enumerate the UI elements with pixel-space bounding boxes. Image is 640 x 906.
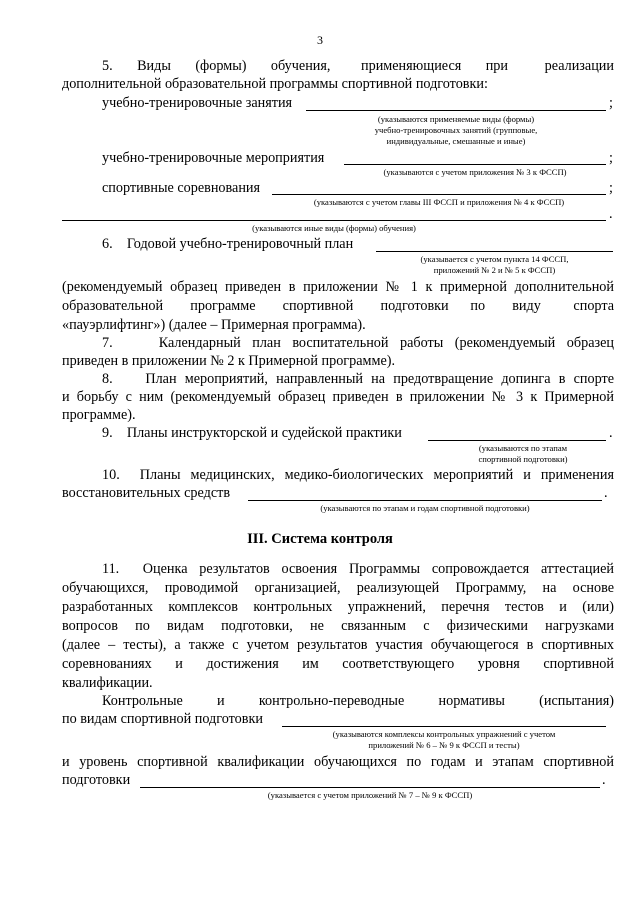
item7-line2: приведен в приложении № 2 к Примерной программе). [62,353,396,369]
item6-note-2: приложений № 2 и № 5 к ФССП) [433,265,556,275]
norms-fill-line [282,726,606,727]
item5-other-note: (указываются иные виды (формы) обучения) [252,223,416,233]
item9-label: 9. Планы инструкторской и судейской практики [102,425,402,441]
item10-label: восстановительных средств [62,485,231,501]
item5-events-note: (указываются с учетом приложения № 3 к ФССП) [383,167,567,177]
level-note: (указывается с учетом приложений № 7 – № 9 к ФССП) [267,790,473,800]
norms-note-1: (указываются комплексы контрольных упражнений с учетом [332,729,556,739]
item6-text-3: «пауэрлифтинг») (далее – Примерная программа). [62,317,366,333]
item9-note-1: (указываются по этапам [478,443,568,453]
item5-events-label: учебно-тренировочные мероприятия [102,150,325,166]
item10-line1: 10. Планы медицинских, медико-биологических мероприятий и применения [102,467,614,483]
norms-label: по видам спортивной подготовки [62,711,263,727]
item5-training-note-1: (указываются применяемые виды (формы) [377,114,535,124]
page-number: 3 [317,33,323,47]
norms-note-2: приложений № 6 – № 9 к ФССП и тесты) [368,740,520,750]
p11-line6: соревнованиях и достижения им соответствующего уровня спортивной [62,656,614,672]
other-forms-fill-line [62,220,606,221]
level-fill-line [140,787,600,788]
level-label: подготовки [62,772,131,788]
item8-line1: 8. План мероприятий, направленный на предотвращение допинга в спорте [102,371,614,387]
training-fill-line [306,110,606,111]
item6-note-1: (указывается с учетом пункта 14 ФССП, [420,254,569,264]
item6-text-1: (рекомендуемый образец приведен в приложении № 1 к примерной дополнительной [62,279,614,295]
item5-line1: 5. Виды (формы) обучения, применяющиеся при реализации [102,58,614,74]
annual-plan-fill-line [376,251,613,252]
semicolon: ; [609,150,613,166]
semicolon: ; [609,95,613,111]
period: . [609,425,613,441]
competitions-fill-line [272,194,606,195]
period: . [604,485,608,501]
norms-line1: Контрольные и контрольно-переводные нормативы (испытания) [102,693,614,709]
item9-note-2: спортивной подготовки) [478,454,568,464]
p11-line2: обучающихся, проводимой организацией, реализующей Программу, на основе [62,580,614,596]
level-line1: и уровень спортивной квалификации обучающихся по годам и этапам спортивной [62,754,614,770]
item5-competitions-label: спортивные соревнования [102,180,261,196]
item5-competitions-note: (указываются с учетом главы III ФССП и приложения № 4 к ФССП) [313,197,565,207]
item8-line2: и борьбу с ним (рекомендуемый образец приведен в приложении № 3 к Примерной [62,389,614,405]
events-fill-line [344,164,606,165]
p11-line1: 11. Оценка результатов освоения Программы сопровождается аттестацией [102,561,614,577]
p11-line7: квалификации. [62,675,153,691]
period: . [609,206,613,222]
practice-fill-line [428,440,606,441]
period: . [602,772,606,788]
p11-line5: (далее – тесты), а также с учетом результатов участия обучающегося в спортивных [62,637,614,653]
item6-text-2: образовательной программе спортивной подготовки по виду спорта [62,298,614,314]
item5-training-label: учебно-тренировочные занятия [102,95,293,111]
item10-note: (указываются по этапам и годам спортивной подготовки) [320,503,530,513]
item5-training-note-3: индивидуальные, смешанные и иные) [386,136,526,146]
item6-label: 6. Годовой учебно-тренировочный план [102,236,354,252]
semicolon: ; [609,180,613,196]
recovery-fill-line [248,500,602,501]
item5-training-note-2: учебно-тренировочных занятий (групповые, [374,125,538,135]
p11-line4: вопросов по видам подготовки, не связанным с физическими нагрузками [62,618,614,634]
p11-line3: разработанных комплексов контрольных упражнений, перечня тестов и (или) [62,599,614,615]
item5-line2: дополнительной образовательной программы спортивной подготовки: [62,76,488,92]
item7-line1: 7. Календарный план воспитательной работы (рекомендуемый образец [102,335,614,351]
item8-line3: программе). [62,407,136,423]
section-title: III. Система контроля [247,531,393,547]
